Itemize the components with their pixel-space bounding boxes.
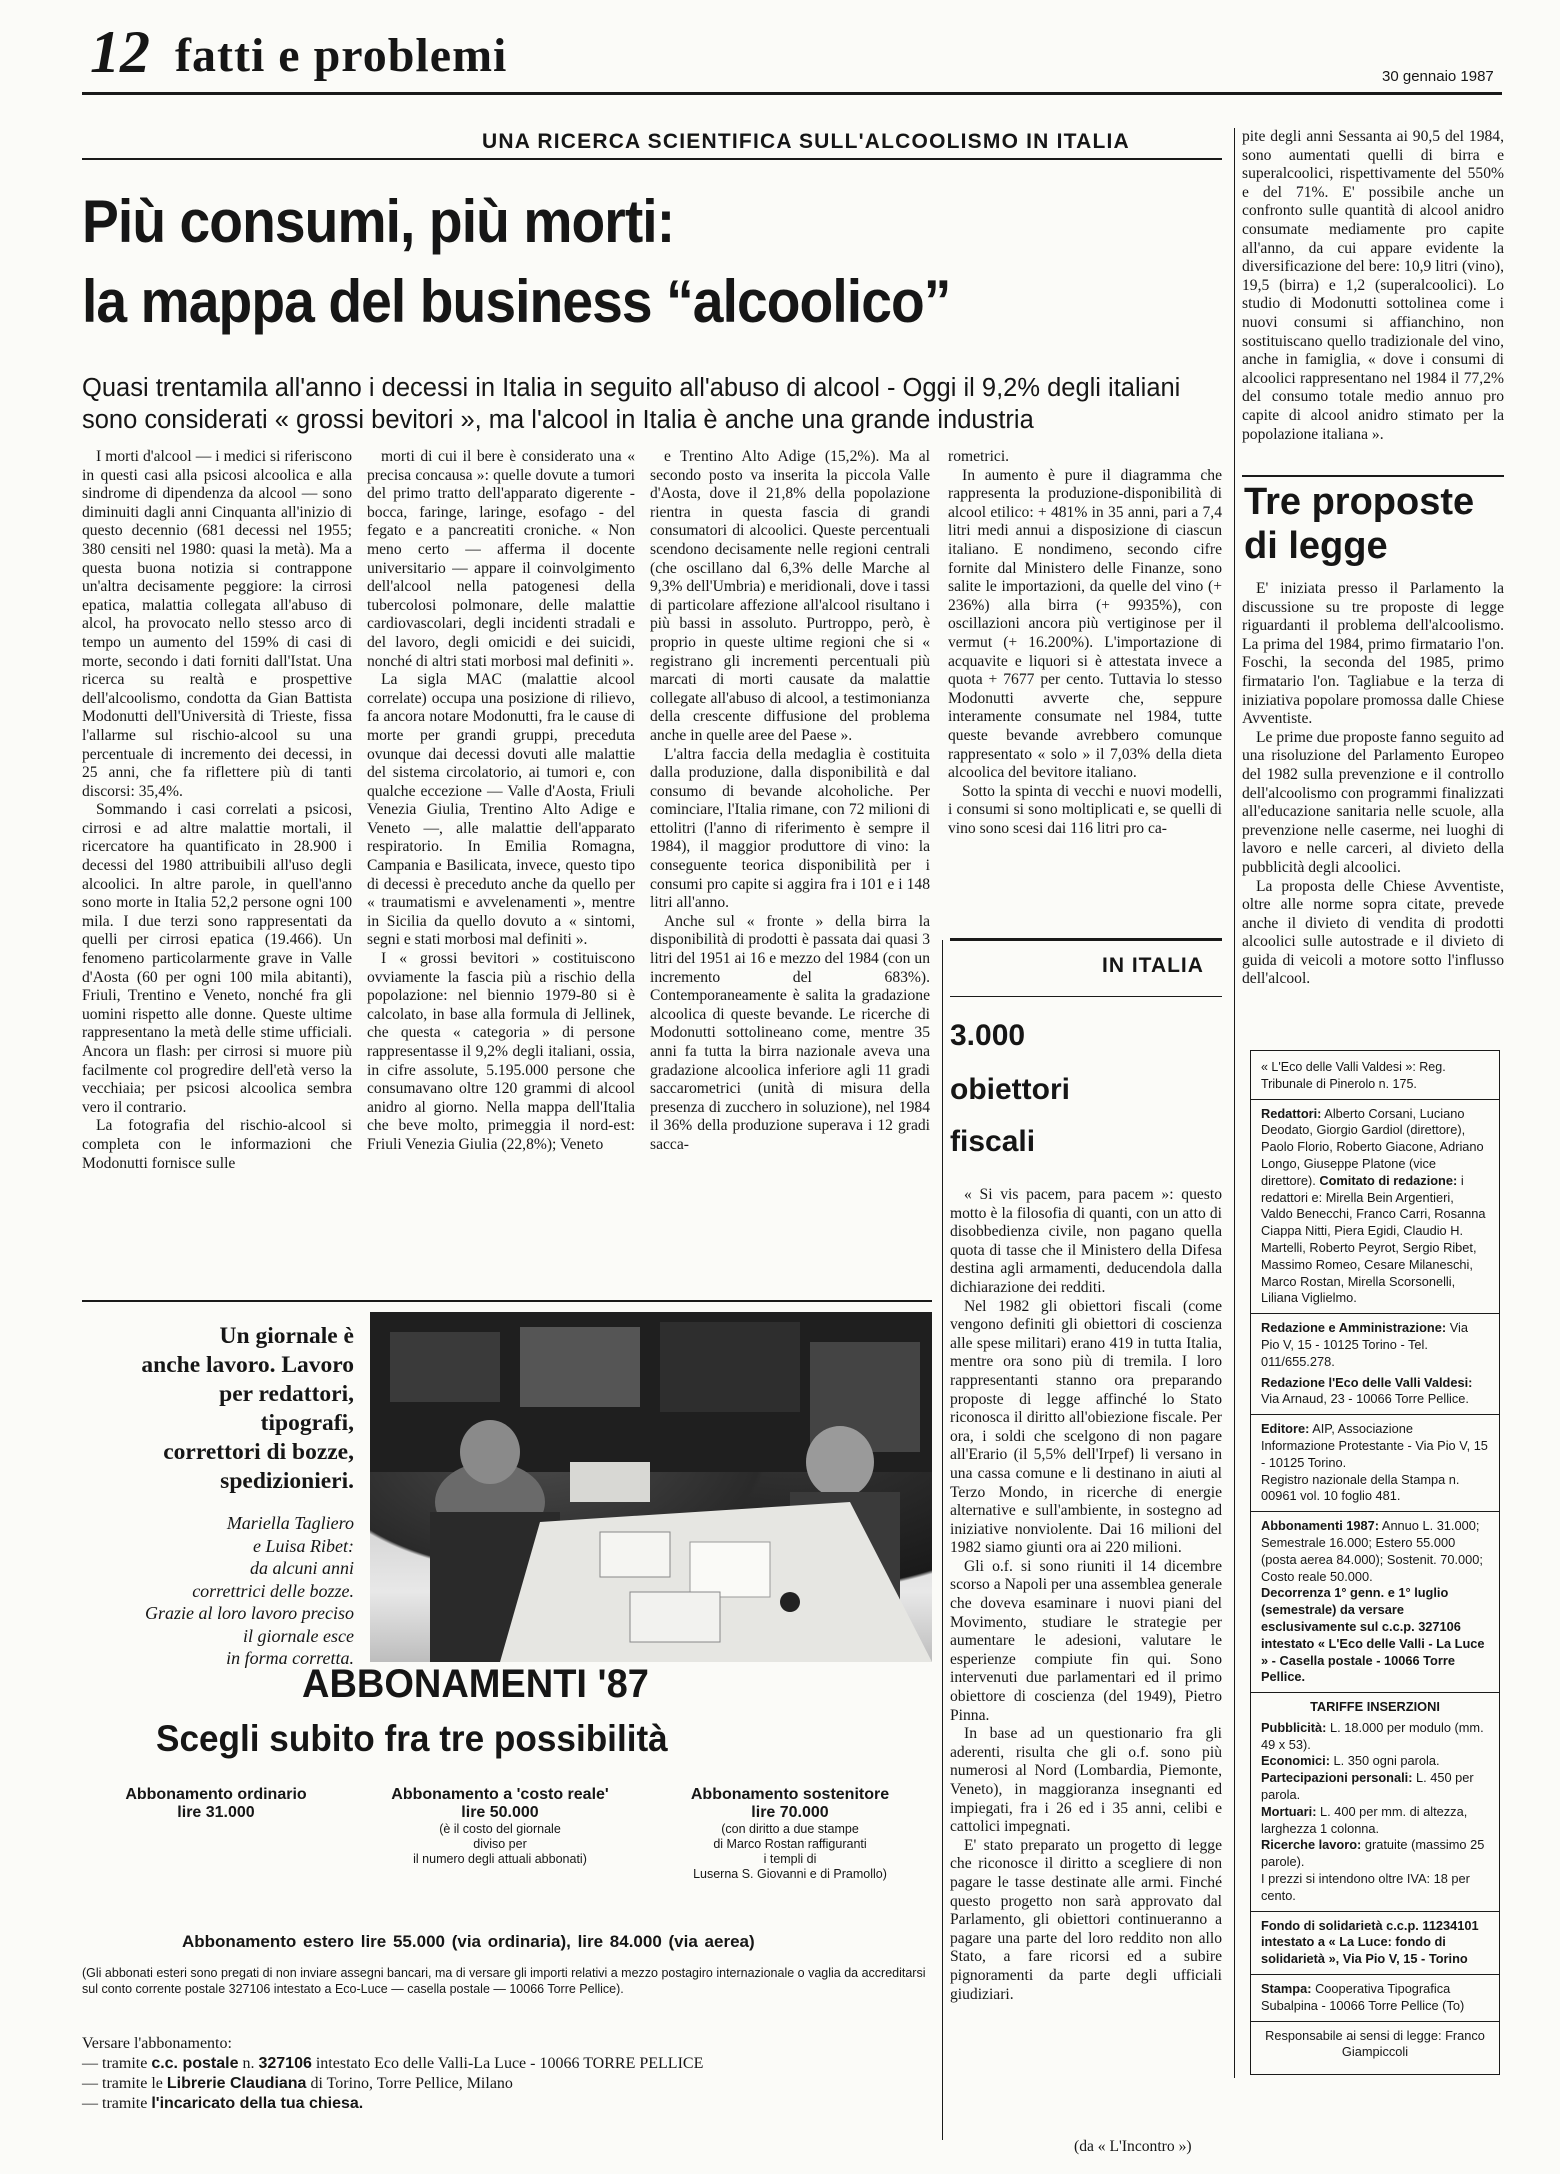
photo-caption: [82, 1512, 354, 1670]
paragraph: La proposta delle Chiese Avventiste, oltre alle norme sopra citate, prevede anche il divieto di vendita di prodotti alcoolici sulle autostrade e il divieto di guida di veicoli a motore sotto l'influsso dell'alcool.: [1242, 877, 1504, 988]
objectors-title-1: 3.000: [950, 1019, 1026, 1052]
colophon-editors: [1261, 1106, 1489, 1308]
payment-text: 327106: [258, 2055, 312, 2072]
objectors-rule: [950, 938, 1222, 941]
rate-item: [1261, 1720, 1489, 1754]
colophon-registration: « L'Eco delle Valli Valdesi »: Reg. Tribunale di Pinerolo n. 175.: [1261, 1060, 1446, 1091]
proposals-rule: [1242, 475, 1504, 477]
promo-line: Un giornale è: [219, 1323, 354, 1349]
paragraph: Le prime due proposte fanno seguito ad una risoluzione del Parlamento Europeo del 1982 sulla prevenzione e il controllo dell'alcoolismo con programmi finalizzati all'educazione sanitaria nelle scuole, alla prevenzione nelle caserme, nei luoghi di lavoro e nelle carceri, al divieto della pubblicità degli alcoolici.: [1242, 728, 1504, 876]
subs-label: Abbonamenti 1987:: [1261, 1518, 1380, 1534]
paragraph: rometrici.: [948, 448, 1010, 465]
objectors-section-tag: IN ITALIA: [1102, 954, 1204, 977]
fund-label: Fondo di solidarietà c.c.p. 11234101: [1261, 1917, 1479, 1933]
promo-line: correttori di bozze,: [163, 1439, 354, 1465]
option-name: Abbonamento a 'costo reale': [391, 1786, 609, 1803]
objectors-rule-2: [950, 996, 1222, 997]
paragraph: pite degli anni Sessanta ai 90,5 del 1984, sono aumentati quelli di birra e superalcoolici, rispettivamente del 550% e del 71%. E' possibile anche un confronto sulle quantità di alcool anidro consumate mediamente pro capite all'anno, da cui appare evidente la diversificazione del bere: 10,9 litri (vino), 19,5 (birra) e 1,2 (superalcoolici). Lo studio di Modonutti sottolinea come i nuovi consumi si affianchino, non sostituiscano quello tradizionale del vino, anche in famiglia, « dove i consumi di alcoolici rappresentano nel 1984 il 77,2% del consumo totale medio annuo pro capite di alcool anidro stimato per la popolazione italiana ».: [1242, 128, 1504, 443]
payment-intro: Versare l'abbonamento:: [82, 2035, 232, 2052]
rate-label: Ricerche lavoro:: [1261, 1837, 1362, 1853]
caption-line: da alcuni anni: [250, 1558, 354, 1578]
caption-line: correttrici delle bozze.: [192, 1580, 354, 1601]
section-title: fatti e problemi: [175, 29, 508, 82]
proofreaders-photo: [370, 1312, 932, 1662]
paragraph: E' iniziata presso il Parlamento la discussione su tre proposte di legge riguardanti il problema dell'alcoolismo. La prima del 1984, primo firmatario l'on. Foschi, la seconda del 1985, primo firmatario l'on. Tagliabue e la terza di iniziativa popolare promossa dalle Chiese Avventiste.: [1242, 580, 1504, 728]
editors-list: Alberto Corsani, Luciano Deodato, Giorgio Gardiol (direttore), Paolo Florio, Roberto Giacone, Adriano Longo, Giuseppe Platone (vice direttore).: [1261, 1105, 1484, 1188]
payment-text: n.: [238, 2055, 259, 2072]
paragraph: La fotografia del rischio-alcool si completa con le informazioni che Modonutti fornisce sulle: [82, 1117, 352, 1172]
colophon-subscriptions: [1261, 1518, 1489, 1585]
paragraph: I morti d'alcool — i medici si riferiscono in questi casi alla psicosi alcoolica e alla sindrome di dipendenza da alcool — sono diminuiti dagli anni Cinquanta all'inizio di questo decennio (681 decessi nel 1955; 380 censiti nel 1980: quasi la metà). Ma a questa buona notizia si contrappone un'altra decisamente peggiore: la cirrosi epatica, malattia collegata all'abuso di alcol, ha provocato nello stesso arco di tempo un aumento del 159% di casi di morte, secondo i dati forniti dall'Istat. Una ricerca su realtà e prospettive dell'alcoolismo, condotta da Gian Battista Modonutti dell'Università di Trieste, fissa l'allarme sul rischio-alcool su una percentuale di incremento dei decessi, in 25 anni, che fa riflettere più di tanti discorsi: 35,4%.: [82, 448, 352, 800]
objectors-body: [950, 1186, 1222, 2060]
objectors-source: (da « L'Incontro »): [1074, 2138, 1192, 2155]
payment-text: c.c. postale: [151, 2055, 239, 2072]
rate-item: [1261, 1770, 1489, 1804]
option-note: (con diritto a due stampe: [721, 1822, 859, 1836]
caption-line: Grazie al loro lavoro preciso: [145, 1603, 354, 1623]
payment-option: [82, 2054, 932, 2074]
article-deck: Quasi trentamila all'anno i decessi in Italia in seguito all'abuso di alcool - Oggi il 9,2% degli italiani sono considerati « grossi bevitori », ma l'alcool in Italia è anche una grande industria: [82, 374, 1181, 434]
colophon-press-registry: Registro nazionale della Stampa n. 00961 vol. 10 foglio 481.: [1261, 1471, 1460, 1504]
colophon-fund: [1261, 1918, 1489, 1968]
eco-address: Via Arnaud, 23 - 10066 Torre Pellice.: [1261, 1391, 1469, 1407]
paragraph: La sigla MAC (malattie alcool correlate) occupa una posizione di rilievo, fa ancora notare Modonutti, fra le cause di morte per grandi gruppi, preceduta ovunque dai decessi dovuti alle malattie del sistema circolatorio, ai tumori e, con qualche eccezione — Valle d'Aosta, Friuli Venezia Giulia, Trentino Alto Adige e Veneto —, alle malattie dell'apparato respiratorio. In Emilia Romagna, Campania e Basilicata, invece, questo tipo di decessi è preceduto anche da quello per « traumatismi e avvelenamenti », mentre in Sicilia da quello dovuto a « sintomi, segni e stati morbosi mal definiti ».: [367, 671, 635, 949]
promo-text: [82, 1322, 354, 1496]
colophon-printer: [1261, 1981, 1489, 2015]
page-number: 12: [90, 19, 150, 85]
option-note: il numero degli attuali abbonati): [413, 1852, 587, 1866]
payment-text: di Torino, Torre Pellice, Milano: [306, 2075, 513, 2092]
payment-text: — tramite le: [82, 2075, 167, 2092]
option-note: di Marco Rostan raffiguranti: [713, 1837, 867, 1851]
colophon-publisher: [1261, 1421, 1489, 1471]
subscription-option-supporter: [660, 1786, 920, 1882]
subscriptions-title: ABBONAMENTI '87: [302, 1662, 649, 1706]
rate-label: Pubblicità:: [1261, 1719, 1327, 1735]
option-note: i templi di: [763, 1852, 817, 1866]
payment-text: l'incaricato della tua chiesa.: [151, 2095, 364, 2112]
rates-note: I prezzi si intendono oltre IVA: 18 per cento.: [1261, 1871, 1470, 1903]
paragraph: Gli o.f. si sono riuniti il 14 dicembre scorso a Napoli per una assemblea generale che doveva esaminare i nuovi piani del Movimento, studiare le strategie per aumentare le adesioni, valutare le esperienze compiute fin qui. Sono intervenuti due parlamentari ed il primo obiettore di coscienza (del 1949), Pietro Pinna.: [950, 1557, 1222, 1724]
option-note: Luserna S. Giovanni e di Pramollo): [693, 1867, 887, 1881]
fund-text: intestato a « La Luce: fondo di solidarietà », Via Pio V, 15 - Torino: [1261, 1934, 1468, 1967]
article-headline-2: la mappa del business “alcoolico”: [82, 268, 951, 335]
proposals-body: [1242, 580, 1504, 1024]
print-label: Stampa:: [1261, 1981, 1312, 1997]
rate-text: L. 18.000 per modulo (mm. 49 x 53).: [1261, 1719, 1484, 1752]
option-price: lire 70.000: [751, 1804, 829, 1821]
article-kicker: UNA RICERCA SCIENTIFICA SULL'ALCOOLISMO IN ITALIA: [482, 130, 1130, 153]
paragraph: morti di cui il bere è considerato una « precisa concausa »: quelle dovute a tumori del primo tratto dell'apparato digerente - bocca, faringe, laringe, esofago - del fegato e a pancreatiti croniche. « Non meno certo — afferma il docente universitario — appare il coinvolgimento dell'alcool nella patogenesi della tubercolosi polmonare, delle malattie cardiovascolari, degli incidenti stradali e del lavoro, degli omicidi e dei suicidi, nonché di altri stati morbosi mal definiti ».: [367, 448, 635, 670]
colophon-box: [1250, 1050, 1500, 2075]
caption-line: e Luisa Ribet:: [253, 1535, 354, 1556]
kicker-rule: [82, 158, 1222, 160]
paragraph: L'altra faccia della medaglia è costituita dalla produzione, dalla disponibilità e dal consumo di bevande alcoholiche. Per cominciare, l'Italia rimane, con 72 milioni di ettolitri (l'anno di riferimento è sempre il 1984), il maggior produttore di vino: la conseguente teorica disponibilità per i consumi pro capite si aggira fra i 101 e i 148 litri all'anno.: [650, 745, 930, 912]
rates-title: TARIFFE INSERZIONI: [1310, 1699, 1440, 1715]
promo-line: anche lavoro. Lavoro: [141, 1352, 354, 1378]
promo-line: spedizionieri.: [220, 1468, 354, 1494]
paragraph: Nel 1982 gli obiettori fiscali (come vengono definiti gli obiettori di coscienza alle spese militari) erano 419 in tutta Italia, mentre ora sono più di tremila. I loro rappresentanti stanno ora preparando proposte di legge affinché lo Stato riconosca il diritto all'obiezione fiscale. Per ora, i soldi che scelgono di non pagare all'Erario (il 5,5% dell'Irpef) li versano in una cassa comune e li destinano in aiuti al Terzo Mondo, in ricerche di energie alternative e sull'ambiente, in sostegno ad iniziative nonviolente. Dai 16 milioni del 1982 siamo giunti ora ai 220 milioni.: [950, 1297, 1222, 1557]
article-column-3: [650, 448, 930, 1300]
promo-line: tipografi,: [260, 1410, 354, 1436]
colophon-responsible: Responsabile ai sensi di legge: Franco Giampiccoli: [1265, 2027, 1485, 2060]
rate-item: [1261, 1753, 1489, 1770]
promo-line: per redattori,: [219, 1381, 354, 1407]
rate-text: gratuite (massimo 25 parole).: [1261, 1837, 1485, 1870]
payment-text: — tramite: [82, 2095, 152, 2112]
editors-label: Redattori:: [1261, 1105, 1322, 1121]
payment-option: [82, 2074, 932, 2094]
subs-prices: Annuo L. 31.000; Semestrale 16.000; Estero 55.000 (posta aerea 84.000); Sostenit. 70.000; Costo reale 50.000.: [1261, 1518, 1483, 1584]
committee-label: Comitato di redazione:: [1319, 1172, 1458, 1188]
admin-label: Redazione e Amministrazione:: [1261, 1320, 1447, 1336]
subscriptions-subtitle: Scegli subito fra tre possibilità: [156, 1718, 668, 1759]
rate-label: Partecipazioni personali:: [1261, 1770, 1413, 1786]
option-price: lire 50.000: [461, 1804, 539, 1821]
payment-instructions: [82, 2034, 932, 2114]
rate-label: Mortuari:: [1261, 1803, 1317, 1819]
payment-option: [82, 2094, 932, 2114]
rate-text: L. 400 per mm. di altezza, larghezza 1 colonna.: [1261, 1803, 1468, 1836]
article-column-4: [948, 448, 1222, 914]
colophon-subs-start: Decorrenza 1° genn. e 1° luglio (semestrale) da versare esclusivamente sul c.c.p. 327106 intestato « L'Eco delle Valli - La Luce » - Casella postale - 10066 Torre Pellice.: [1261, 1585, 1485, 1685]
rate-item: [1261, 1837, 1489, 1871]
rate-text: L. 350 ogni parola.: [1333, 1753, 1440, 1769]
option-note: (è il costo del giornale: [439, 1822, 561, 1836]
publisher-label: Editore:: [1261, 1421, 1310, 1437]
paragraph: In aumento è pure il diagramma che rappresenta la produzione-disponibilità di alcool etilico: + 481% in 35 anni, pari a 7,4 litri medi annui a disposizione di ciascun italiano. E nondimeno, secondo cifre fornite dal Ministero delle Finanze, sono salite le importazioni, da quelle del vino (+ 236%) alla birra (+ 9935%), con oscillazioni ancora più vertiginose per il vermut (+ 16.200%). L'importazione di acquavite e liquori si è attestata invece a quota + 7677 per cento. Tuttavia lo stesso Modonutti avverte che, seppure interamente consumate nel 1984, tutte queste bevande avrebbero comunque rappresentato « solo » il 7,03% della dieta alcoolica del bevitore italiano.: [948, 466, 1222, 782]
rate-text: L. 450 per parola.: [1261, 1770, 1474, 1803]
column-rule: [942, 940, 943, 2140]
article-column-1: [82, 448, 352, 1300]
paragraph: Sommando i casi correlati a psicosi, cirrosi e ad altre malattie mortali, il ricercatore ha quantificato in 28.900 i decessi del 1980 attribuibili all'uso degli alcoolici. In altre parole, in quell'anno sono morte in Italia 52,2 persone ogni 100 mila. I due terzi sono rappresentati da quelli per cirrosi epatica (19.466). Un fenomeno particolarmente grave in Valle d'Aosta (60 per ogni 100 mila abitanti), Friuli, Trentino e Veneto, nonché fra gli uomini rispetto alle donne. Queste ultime rappresentano la metà delle stime ufficiali. Ancora un flash: per cirrosi si muore più facilmente col progredire dell'età verso la vecchiaia; per psicosi alcoolica sembra vero il contrario.: [82, 801, 352, 1116]
objectors-title-3: fiscali: [950, 1125, 1036, 1158]
option-note: diviso per: [473, 1837, 527, 1851]
masthead-rule: [82, 92, 1502, 95]
option-price: lire 31.000: [177, 1804, 255, 1821]
subscription-option-ordinary: [96, 1786, 336, 1822]
rate-label: Economici:: [1261, 1753, 1330, 1769]
photo-illustration: [370, 1312, 932, 1662]
promo-rule: [82, 1300, 932, 1302]
print-text: Cooperativa Tipografica Subalpina - 10066 Torre Pellice (To): [1261, 1981, 1465, 2013]
rate-item: [1261, 1804, 1489, 1838]
payment-text: intestato Eco delle Valli-La Luce - 10066 TORRE PELLICE: [311, 2055, 704, 2072]
option-name: Abbonamento ordinario: [125, 1786, 307, 1803]
committee-list: i redattori e: Mirella Bein Argentieri, Valdo Benecchi, Franco Carri, Rosanna Ciappa Nitti, Piera Egidi, Claudio H. Martelli, Roberto Peyrot, Sergio Ribet, Massimo Romeo, Cesare Milaneschi, Marco Rostan, Mirella Scorsonelli, Liliana Viglielmo.: [1261, 1172, 1486, 1306]
objectors-title-2: obiettori: [950, 1073, 1070, 1106]
payment-text: Librerie Claudiana: [166, 2075, 307, 2092]
option-name: Abbonamento sostenitore: [690, 1786, 890, 1803]
paragraph: E' stato preparato un progetto di legge che riconosce il diritto a scegliere di non pagare le tasse destinate alle armi. Finché questo progetto non sarà approvato dal Parlamento, gli obiettori continueranno a pagare una parte del loro reddito non allo Stato, a fare ricorsi ed a subire pignoramenti da parte degli ufficiali giudiziari.: [950, 1836, 1222, 2003]
paragraph: I « grossi bevitori » costituiscono ovviamente la fascia più a rischio della popolazione: nel biennio 1979-80 si è calcolato, in base alla formula di Jellinek, che questa « categoria » di persone rappresentasse il 9,2% degli italiani, ossia, in cifre assolute, 5.195.000 persone che consumavano oltre 120 grammi di alcool anidro al giorno. Nella mappa dell'Italia che beve molto, primeggia il nord-est: Friuli Venezia Giulia (22,8%); Veneto: [367, 950, 635, 1153]
colophon-eco: [1261, 1375, 1489, 1409]
article-column-2: [367, 448, 635, 1300]
caption-line: Mariella Tagliero: [226, 1513, 354, 1533]
paragraph: « Si vis pacem, para pacem »: questo motto è la filosofia di quanti, con un atto di disobbedienza civile, non pagano quella quota di tasse che il Ministero della Difesa destina agli armamenti, deducendola dalla dichiarazione dei redditi.: [950, 1186, 1222, 1296]
paragraph: e Trentino Alto Adige (15,2%). Ma al secondo posto va inserita la piccola Valle d'Aosta, dove il 21,8% della popolazione rientra in questa fascia di grandi consumatori di alcoolici. Queste percentuali scendono decisamente nelle regioni centrali (che oscillano dal 6,3% delle Marche al 9,3% dell'Umbria) e meridionali, dove i tassi di particolare affezione all'alcool risultano i più bassi in assoluto. Purtroppo, però, è proprio in queste ultime regioni che si « registrano gli incrementi percentuali più marcati di morti causate da malattie collegate all'abuso di alcool, a testimonianza della crescente diffusione del problema anche in quelle aree del Paese ».: [650, 448, 930, 744]
paragraph: Sotto la spinta di vecchi e nuovi modelli, i consumi si sono moltiplicati e, se quelli di vino sono scesi dai 116 litri pro ca-: [948, 782, 1222, 837]
publisher-text: AIP, Associazione Informazione Protestante - Via Pio V, 15 - 10125 Torino.: [1261, 1421, 1488, 1470]
paragraph: In base ad un questionario fra gli aderenti, risulta che gli o.f. sono più numerosi al Nord (Lombardia, Piemonte, Veneto), in maggioranza insegnanti ed impiegati, fra i 26 ed i 35 anni, celibi e cattolici impegnati.: [950, 1725, 1222, 1836]
issue-date: 30 gennaio 1987: [1382, 68, 1494, 85]
proposals-title-1: Tre proposte: [1244, 481, 1475, 523]
subscription-option-real-cost: [380, 1786, 620, 1867]
caption-line: in forma corretta.: [226, 1648, 354, 1668]
admin-address: Via Pio V, 15 - 10125 Torino - Tel. 011/655.278.: [1261, 1320, 1468, 1369]
caption-line: il giornale esce: [243, 1625, 354, 1646]
colophon-admin: [1261, 1320, 1489, 1370]
paragraph: Anche sul « fronte » della birra la disponibilità di prodotti è passata dai quasi 3 litri del 1951 ai 16 e mezzo del 1984 (con un incremento del 683%). Contemporaneamente è salita la gradazione alcoolica di queste bevande. Le ricerche di Modonutti sottolineano come, mentre 35 anni fa tutta la birra nazionale aveva una gradazione alcoolica inferiore agli 11 gradi saccarometrici (unità di misura della presenza di zucchero in soluzione), nel 1984 il 36% della produzione superava i 12 gradi sacca-: [650, 912, 930, 1153]
eco-label: Redazione l'Eco delle Valli Valdesi:: [1261, 1374, 1473, 1390]
foreign-subscription: Abbonamento estero lire 55.000 (via ordinaria), lire 84.000 (via aerea): [182, 1932, 755, 1951]
article-headline-1: Più consumi, più morti:: [82, 188, 675, 255]
foreign-subscription-note: (Gli abbonati esteri sono pregati di non inviare assegni bancari, ma di versare gli importi relativi a mezzo postagiro internazionale o vaglia da accreditarsi sul conto corrente postale 327106 intestato a Eco-Luce — casella postale — 10066 Torre Pellice).: [82, 1966, 926, 1996]
proposals-title-2: di legge: [1244, 525, 1388, 567]
article-column-5: [1242, 128, 1504, 468]
column-rule: [1234, 128, 1235, 2078]
payment-text: — tramite: [82, 2055, 152, 2072]
